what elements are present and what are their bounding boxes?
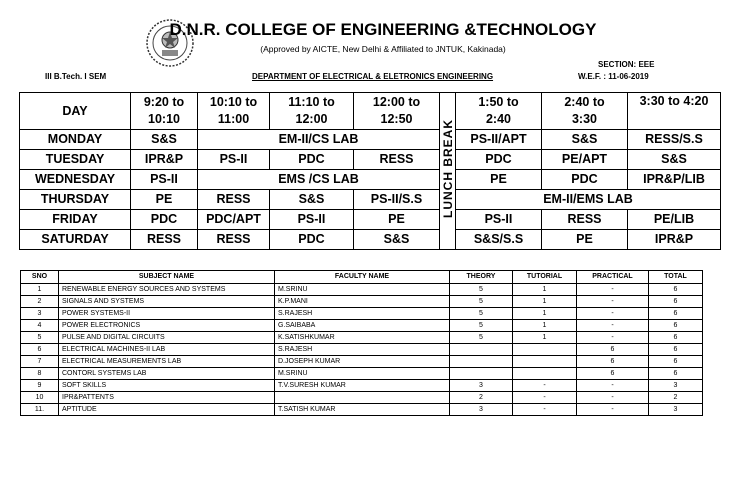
table-cell: RENEWABLE ENERGY SOURCES AND SYSTEMS (59, 284, 275, 296)
table-cell: 3 (450, 380, 513, 392)
day-cell: TUESDAY (20, 150, 131, 170)
day-cell: WEDNESDAY (20, 170, 131, 190)
table-cell: 2 (649, 392, 703, 404)
table-cell: 6 (649, 308, 703, 320)
period-cell: IPR&P (628, 230, 721, 250)
table-cell: 1 (513, 284, 577, 296)
table-row (21, 332, 703, 344)
table-cell: 3 (450, 404, 513, 416)
table-cell: 6 (649, 320, 703, 332)
period-cell: PE (542, 230, 628, 250)
table-cell: 6 (649, 296, 703, 308)
table-cell: 6 (577, 368, 649, 380)
table-row (21, 308, 703, 320)
table-cell (450, 356, 513, 368)
table-cell: D.JOSEPH KUMAR (275, 356, 450, 368)
period-cell: RESS (131, 230, 198, 250)
period-cell: PDC (131, 210, 198, 230)
period-cell: S&S (628, 150, 721, 170)
table-cell: 8 (21, 368, 59, 380)
table-cell: SIGNALS AND SYSTEMS (59, 296, 275, 308)
table-row (21, 320, 703, 332)
period-cell: RESS/S.S (628, 130, 721, 150)
table-cell: 3 (21, 308, 59, 320)
period-cell: EM-II/CS LAB (198, 130, 440, 150)
table-cell: POWER SYSTEMS-II (59, 308, 275, 320)
table-cell: 1 (513, 308, 577, 320)
table-cell: 1 (513, 296, 577, 308)
table-row (21, 344, 703, 356)
table-cell: - (577, 320, 649, 332)
day-cell: THURSDAY (20, 190, 131, 210)
period-cell: PE (456, 170, 542, 190)
department-name: DEPARTMENT OF ELECTRICAL & ELETRONICS ENGINEERING (252, 72, 494, 81)
table-cell: 6 (649, 368, 703, 380)
table-row (21, 284, 703, 296)
table-row (21, 368, 703, 380)
table-cell: 7 (21, 356, 59, 368)
period-cell: PS-II/S.S (354, 190, 440, 210)
table-cell: 6 (577, 344, 649, 356)
period-cell: PE (131, 190, 198, 210)
slot-header: 2:40 to 3:30 (542, 93, 628, 130)
table-cell: 1 (513, 320, 577, 332)
table-cell: M.SRINU (275, 284, 450, 296)
slot-header: 3:30 to 4:20 (628, 93, 721, 130)
period-cell: EM-II/EMS LAB (456, 190, 721, 210)
column-header: SNO (21, 271, 59, 284)
period-cell: S&S (270, 190, 354, 210)
period-cell: PDC (542, 170, 628, 190)
table-cell: 3 (649, 380, 703, 392)
slot-header: 1:50 to 2:40 (456, 93, 542, 130)
approval-text: (Approved by AICTE, New Delhi & Affiliated to JNTUK, Kakinada) (260, 44, 506, 54)
table-cell: 6 (649, 332, 703, 344)
table-row (21, 296, 703, 308)
column-header: TOTAL (649, 271, 703, 284)
table-row (21, 392, 703, 404)
table-cell: S.RAJESH (275, 344, 450, 356)
table-cell: APTITUDE (59, 404, 275, 416)
table-cell: - (513, 380, 577, 392)
table-cell: - (577, 296, 649, 308)
timetable-row (20, 190, 721, 210)
table-cell: 6 (649, 356, 703, 368)
table-cell: 6 (577, 356, 649, 368)
period-cell: RESS (198, 190, 270, 210)
table-cell: - (513, 392, 577, 404)
period-cell: PS-II (456, 210, 542, 230)
table-cell: ELECTRICAL MACHINES-II LAB (59, 344, 275, 356)
college-name: D.N.R. COLLEGE OF ENGINEERING &TECHNOLOGY (169, 20, 597, 39)
timetable-row (20, 230, 721, 250)
table-cell: T.SATISH KUMAR (275, 404, 450, 416)
table-cell (450, 368, 513, 380)
period-cell: PS-II/APT (456, 130, 542, 150)
table-row (21, 356, 703, 368)
column-header: PRACTICAL (577, 271, 649, 284)
subject-table (20, 270, 703, 416)
table-cell: 4 (21, 320, 59, 332)
table-cell (513, 356, 577, 368)
table-cell: IPR&PATTENTS (59, 392, 275, 404)
table-cell: 5 (450, 332, 513, 344)
day-cell: SATURDAY (20, 230, 131, 250)
column-header: TUTORIAL (513, 271, 577, 284)
day-header: DAY (20, 93, 131, 130)
table-cell: - (577, 284, 649, 296)
table-cell (513, 368, 577, 380)
period-cell: PDC/APT (198, 210, 270, 230)
table-cell: G.SAIBABA (275, 320, 450, 332)
slot-header: 11:10 to 12:00 (270, 93, 354, 130)
slot-header: 10:10 to 11:00 (198, 93, 270, 130)
table-cell: - (577, 308, 649, 320)
period-cell: S&S/S.S (456, 230, 542, 250)
period-cell: EMS /CS LAB (198, 170, 440, 190)
table-row (21, 380, 703, 392)
table-cell: 5 (450, 284, 513, 296)
timetable-row (20, 130, 721, 150)
timetable-row (20, 150, 721, 170)
table-cell (450, 344, 513, 356)
table-cell: ELECTRICAL MEASUREMENTS LAB (59, 356, 275, 368)
period-cell: PDC (456, 150, 542, 170)
day-cell: FRIDAY (20, 210, 131, 230)
table-cell: 3 (649, 404, 703, 416)
table-cell: 6 (649, 344, 703, 356)
table-cell: K.P.MANI (275, 296, 450, 308)
period-cell: PS-II (131, 170, 198, 190)
period-cell: PS-II (270, 210, 354, 230)
timetable (19, 92, 721, 250)
table-cell: POWER ELECTRONICS (59, 320, 275, 332)
slot-header: 9:20 to 10:10 (131, 93, 198, 130)
table-cell: T.V.SURESH KUMAR (275, 380, 450, 392)
table-cell: - (513, 404, 577, 416)
table-cell: 9 (21, 380, 59, 392)
period-cell: PE/APT (542, 150, 628, 170)
slot-header: 12:00 to 12:50 (354, 93, 440, 130)
table-cell: - (577, 380, 649, 392)
period-cell: S&S (542, 130, 628, 150)
table-cell: 5 (450, 296, 513, 308)
table-cell: 2 (450, 392, 513, 404)
table-cell: 1 (21, 284, 59, 296)
period-cell: RESS (542, 210, 628, 230)
table-cell: 1 (513, 332, 577, 344)
table-cell: - (577, 332, 649, 344)
table-cell: 10 (21, 392, 59, 404)
period-cell: RESS (198, 230, 270, 250)
table-cell: 5 (450, 320, 513, 332)
table-cell: 11. (21, 404, 59, 416)
lunch-break: LUNCH BREAK (440, 93, 456, 250)
table-cell (513, 344, 577, 356)
table-cell (275, 392, 450, 404)
table-cell: K.SATISHKUMAR (275, 332, 450, 344)
table-cell: M.SRINU (275, 368, 450, 380)
period-cell: PS-II (198, 150, 270, 170)
table-cell: CONTORL SYSTEMS LAB (59, 368, 275, 380)
table-cell: PULSE AND DIGITAL CIRCUITS (59, 332, 275, 344)
period-cell: S&S (131, 130, 198, 150)
period-cell: S&S (354, 230, 440, 250)
table-cell: S.RAJESH (275, 308, 450, 320)
year-semester: III B.Tech. I SEM (45, 72, 107, 81)
subject-header-row (21, 271, 703, 284)
period-cell: RESS (354, 150, 440, 170)
column-header: THEORY (450, 271, 513, 284)
period-cell: PE/LIB (628, 210, 721, 230)
period-cell: PDC (270, 230, 354, 250)
timetable-row (20, 210, 721, 230)
table-cell: 2 (21, 296, 59, 308)
period-cell: PE (354, 210, 440, 230)
table-cell: 6 (21, 344, 59, 356)
table-cell: 6 (649, 284, 703, 296)
column-header: SUBJECT NAME (59, 271, 275, 284)
section-label: SECTION: EEE (598, 60, 655, 69)
table-cell: - (577, 392, 649, 404)
table-cell: 5 (21, 332, 59, 344)
table-cell: 5 (450, 308, 513, 320)
timetable-row (20, 170, 721, 190)
period-cell: PDC (270, 150, 354, 170)
column-header: FACULTY NAME (275, 271, 450, 284)
period-cell: IPR&P/LIB (628, 170, 721, 190)
day-cell: MONDAY (20, 130, 131, 150)
period-cell: IPR&P (131, 150, 198, 170)
wef-date: W.E.F. : 11-06-2019 (578, 72, 649, 81)
table-cell: SOFT SKILLS (59, 380, 275, 392)
table-cell: - (577, 404, 649, 416)
table-row (21, 404, 703, 416)
